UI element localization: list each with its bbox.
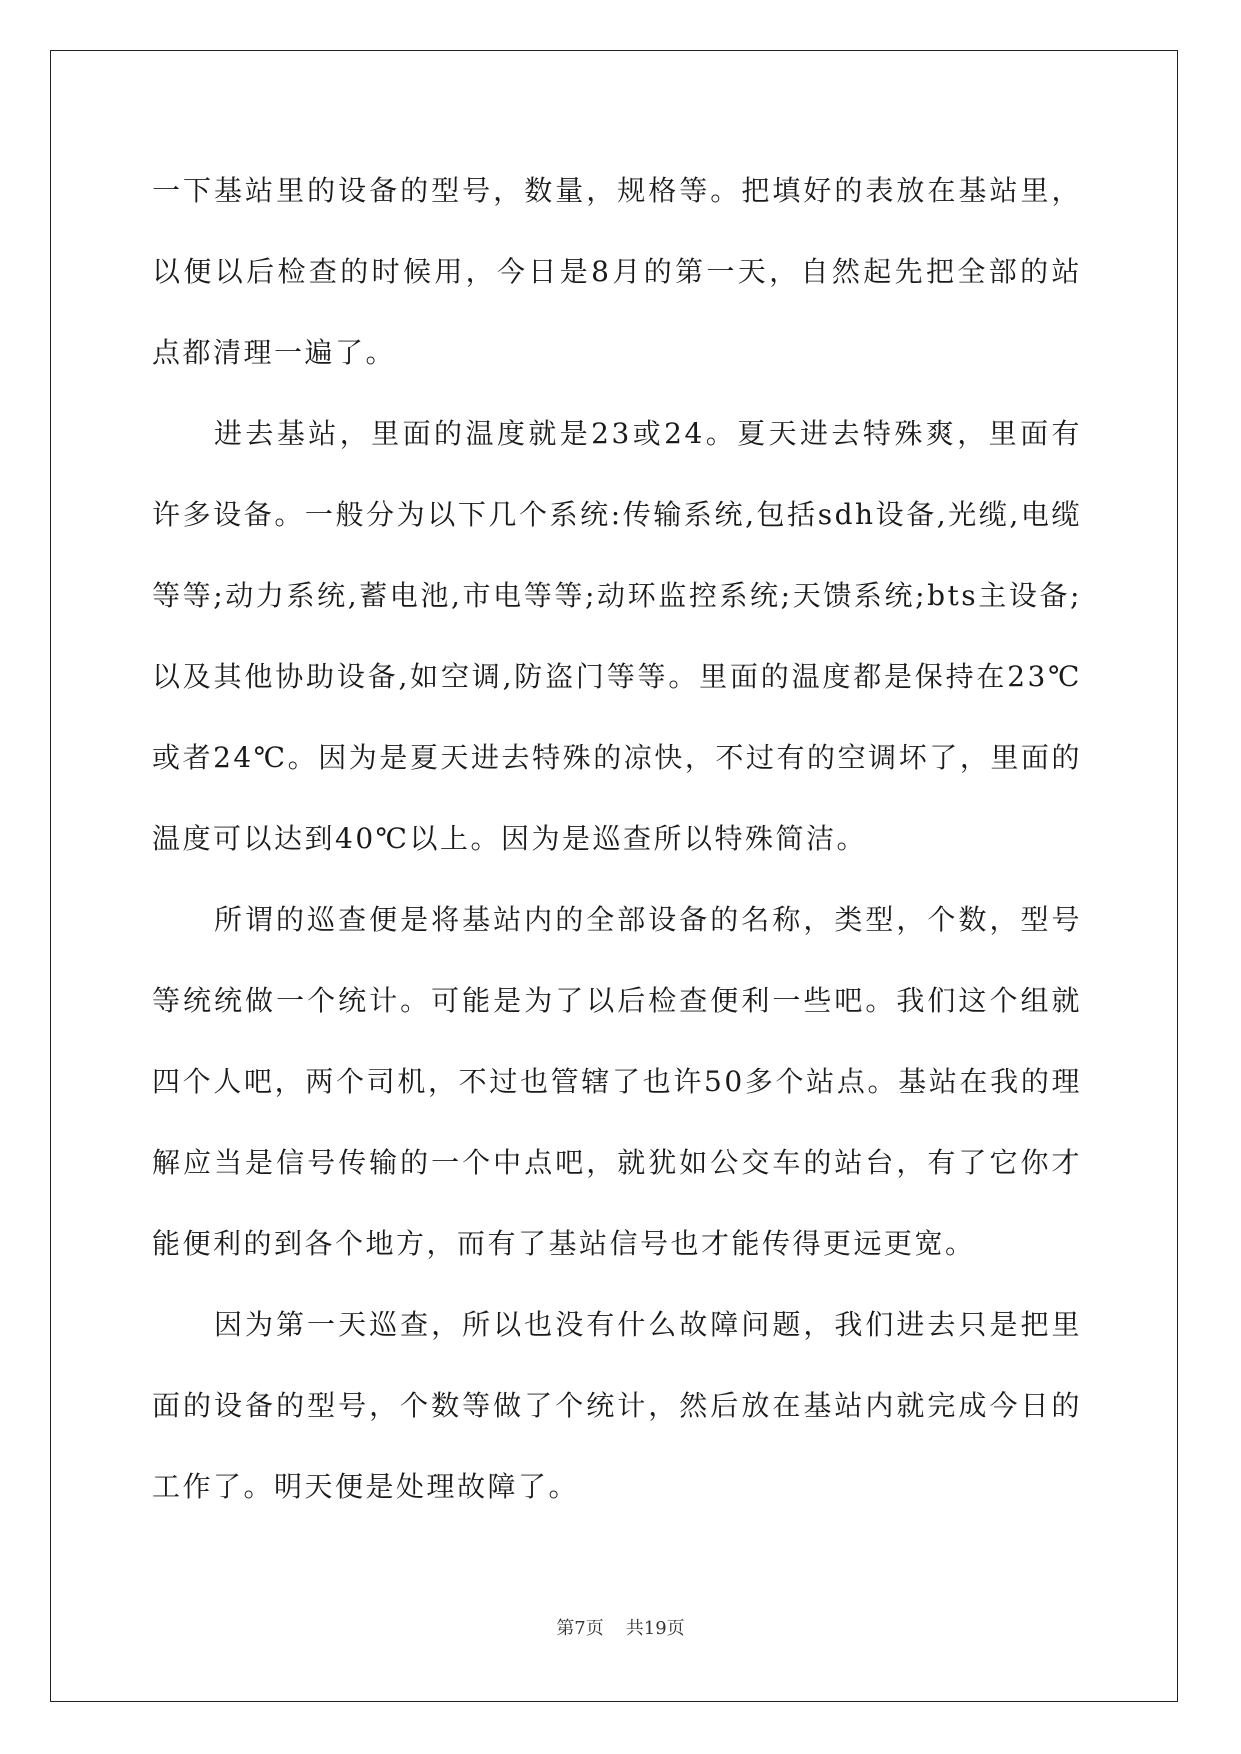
paragraph-3: 所谓的巡查便是将基站内的全部设备的名称，类型，个数，型号等统统做一个统计。可能是为了以后检查便利一些吧。我们这个组就四个人吧，两个司机，不过也管辖了也许50多个站点。基站在我的理解应当是信号传输的一个中点吧，就犹如公交车的站台，有了它你才能便利的到各个地方，而有了基站信号也才能传得更远更宽。 bbox=[152, 903, 1082, 1260]
page-total: 共19页 bbox=[625, 1618, 685, 1639]
page-number: 第7页 bbox=[556, 1618, 604, 1639]
page-footer bbox=[0, 1614, 1241, 1640]
paragraph-4: 因为第一天巡查，所以也没有什么故障问题，我们进去只是把里面的设备的型号，个数等做了个统计，然后放在基站内就完成今日的工作了。明天便是处理故障了。 bbox=[152, 1308, 1082, 1503]
document-body bbox=[152, 150, 1082, 1527]
paragraph-1: 一下基站里的设备的型号，数量，规格等。把填好的表放在基站里，以便以后检查的时候用，今日是8月的第一天，自然起先把全部的站点都清理一遍了。 bbox=[152, 174, 1082, 369]
paragraph-2: 进去基站，里面的温度就是23或24。夏天进去特殊爽，里面有许多设备。一般分为以下几个系统:传输系统,包括sdh设备,光缆,电缆等等;动力系统,蓄电池,市电等等;动环监控系统;天馈系统;bts主设备;以及其他协助设备,如空调,防盗门等等。里面的温度都是保持在23℃或者24℃。因为是夏天进去特殊的凉快，不过有的空调坏了，里面的温度可以达到40℃以上。因为是巡查所以特殊简洁。 bbox=[152, 417, 1082, 855]
